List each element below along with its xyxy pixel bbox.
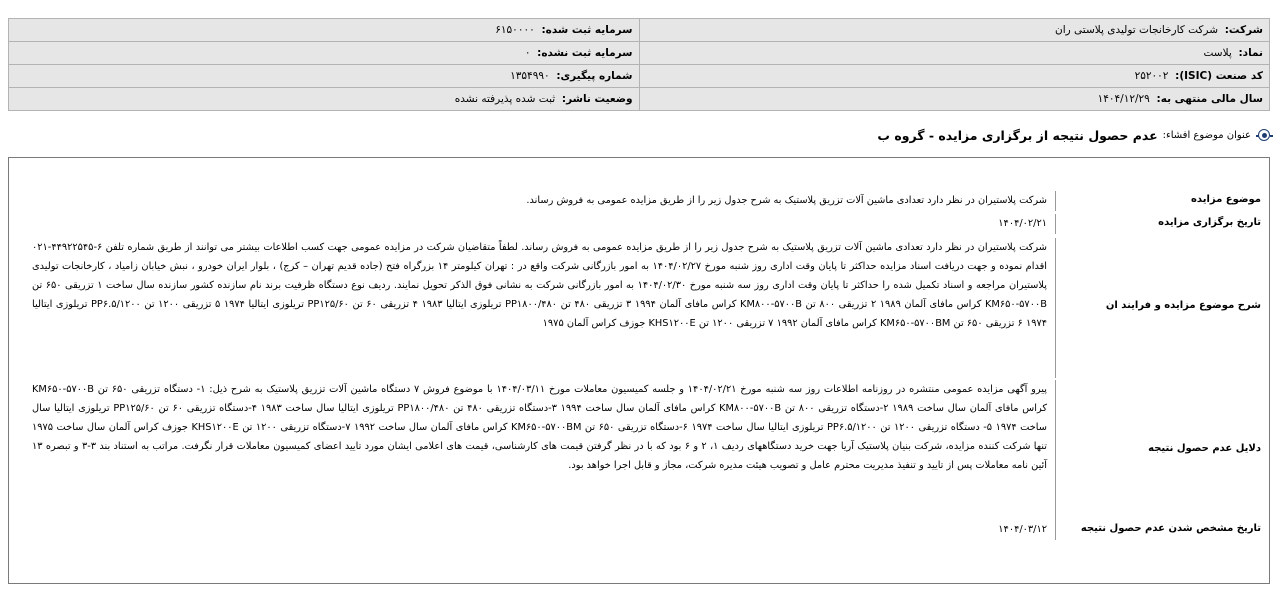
info-row — [9, 65, 1270, 88]
reasons-row — [19, 380, 1269, 520]
column-divider — [1055, 380, 1056, 520]
fiscal-year-value: ۱۴۰۴/۱۲/۲۹ — [1097, 93, 1150, 105]
radio-bullet-icon — [1256, 127, 1272, 143]
company-info-table — [8, 18, 1270, 111]
info-row — [9, 19, 1270, 42]
reasons-value: پیرو آگهی مزایده عمومی منتشره در روزنامه اطلاعات روز سه شنبه مورخ ۱۴۰۴/۰۲/۲۱ و جلسه کمیسیون معاملات مورخ ۱۴۰۴/۰۳/۱۱ با موضوع فروش ۷ دستگاه ماشین آلات تزریق پلاستیک به شرح ذیل: ۱- دستگاه تزریقی ۶۵۰ تن KM۶۵۰-۵۷۰۰B کراس مافای آلمان سال ساخت ۱۹۸۹ ۲-دستگاه تزریقی ۸۰۰ تن KM۸۰۰-۵۷۰۰B کراس مافای آلمان سال ساخت ۱۹۹۴ ۳-دستگاه تزریقی ۴۸۰ تن PP۱۸۰۰/۴۸۰ تریلوزی ایتالیا سال ساخت ۱۹۸۳ ۴-دستگاه تزریقی ۶۰ تن PP۱۲۵/۶۰ تریلوزی ایتالیا سال ساخت ۱۹۷۴ ۵- دستگاه تزریقی ۱۲۰۰ تن PP۶.۵/۱۲۰۰ تریلوزی ایتالیا سال ساخت ۱۹۷۴ ۶-دستگاه تزریقی ۶۵۰ تن KM۶۵۰-۵۷۰۰BM کراس مافای آلمان سال ساخت ۱۹۹۲ ۷-دستگاه تزریقی ۱۲۰۰ تن KHS۱۲۰۰E جوزف کراس آلمان سال ساخت ۱۹۷۵ تنها شرکت کننده مزایده، شرکت بنیان پلاستیک آریا جهت خرید دستگاههای ردیف ۱، ۲ و ۶ بود که با در نظر گرفتن قیمت های کارشناسی، قیمت های اعلامی ایشان مورد تایید اعضای کمیسیون معاملات قرار نگرفت. مراتب به استناد بند ۳-۳ و تبصره ۱۳ آئین نامه معاملات پس از تایید و تنفیذ مدیریت محترم عامل و تصویب هیئت مدیره شرکت، مجاز و قابل اجرا خواهد بود. — [32, 384, 1048, 471]
tracking-number-label: شماره پیگیری: — [556, 70, 633, 82]
isic-value: ۲۵۲۰۰۲ — [1134, 70, 1169, 82]
tracking-number-cell — [9, 65, 640, 88]
result-date-value: ۱۴۰۴/۰۳/۱۲ — [998, 524, 1047, 535]
publisher-status-label: وضعیت ناشر: — [561, 93, 633, 105]
subject-prefix: عنوان موضوع افشاء: — [1162, 129, 1251, 141]
auction-date-row — [19, 214, 1269, 234]
column-divider — [1055, 214, 1056, 234]
symbol-label: نماد: — [1238, 47, 1263, 59]
result-date-row — [19, 520, 1269, 540]
auction-date-label: تاریخ برگزاری مزایده — [1158, 217, 1261, 228]
process-value: شرکت پلاستیران در نظر دارد تعدادی ماشین آلات تزریق پلاستیک به شرح جدول زیر را از طریق مزایده عمومی به فروش رساند. لطفاً متقاضیان شرکت در مزایده عمومی جهت کسب اطلاعات بیشتر می توانند از طریق شماره تلفن ۶-۴۴۹۲۲۵۴۵-۰۲۱ اقدام نموده و جهت دریافت اسناد مزایده حداکثر تا پایان وقت اداری روز شنبه مورخ ۱۴۰۴/۰۲/۲۷ به امور بازرگانی شرکت واقع در : تهران کیلومتر ۱۴ بزرگراه فتح (جاده قدیم تهران – کرج) ، بلوار ایران خودرو ، نبش خیابان زامیاد ، کارخانجات تولیدی پلاستیران مراجعه و اسناد تکمیل شده را حداکثر تا پایان وقت اداری روز سه شنبه مورخ ۱۴۰۴/۰۲/۳۰ به امور بازرگانی شرکت به نشانی فوق الذکر تحویل نمایند. ردیف نوع دستگاه ظرفیت برند نام سازنده کشور سازنده سال ساخت ۱ تزریقی ۶۵۰ تن KM۶۵۰-۵۷۰۰B کراس مافای آلمان ۱۹۸۹ ۲ تزریقی ۸۰۰ تن KM۸۰۰-۵۷۰۰B کراس مافای آلمان ۱۹۹۴ ۳ تزریقی ۴۸۰ تن PP۱۸۰۰/۴۸۰ تریلوزی ایتالیا ۱۹۸۳ ۴ تزریقی ۶۰ تن PP۱۲۵/۶۰ تریلوزی ایتالیا ۱۹۷۴ ۵ تزریقی ۱۲۰۰ تن PP۶.۵/۱۲۰۰ تریلوزی ایتالیا ۱۹۷۴ ۶ تزریقی ۶۵۰ تن KM۶۵۰-۵۷۰۰BM کراس مافای آلمان ۱۹۹۲ ۷ تزریقی ۱۲۰۰ تن KHS۱۲۰۰E جوزف کراس آلمان ۱۹۷۵ — [32, 242, 1047, 329]
registered-capital-cell — [9, 19, 640, 42]
auction-date-value: ۱۴۰۴/۰۲/۲۱ — [998, 218, 1047, 229]
reasons-label: دلایل عدم حصول نتیجه — [1148, 443, 1261, 454]
unregistered-capital-cell — [9, 42, 640, 65]
fiscal-year-label: سال مالی منتهی به: — [1156, 93, 1263, 105]
column-divider — [1055, 238, 1056, 378]
topic-label: موضوع مزایده — [1191, 194, 1261, 205]
disclosure-subject — [877, 127, 1272, 143]
fiscal-year-cell — [639, 88, 1270, 111]
unregistered-capital-value: ۰ — [524, 47, 531, 59]
publisher-status-value: ثبت شده پذیرفته نشده — [454, 93, 556, 105]
subject-title: عدم حصول نتیجه از برگزاری مزایده - گروه ب — [877, 127, 1158, 143]
unregistered-capital-label: سرمایه ثبت نشده: — [537, 47, 633, 59]
process-row — [19, 238, 1269, 378]
company-cell — [639, 19, 1270, 42]
process-label: شرح موضوع مزایده و فرایند ان — [1105, 300, 1261, 311]
registered-capital-value: ۶۱۵۰۰۰۰ — [495, 24, 535, 36]
tracking-number-value: ۱۳۵۴۹۹۰ — [510, 70, 550, 82]
registered-capital-label: سرمایه ثبت شده: — [541, 24, 633, 36]
column-divider — [1055, 191, 1056, 211]
company-label: شرکت: — [1224, 24, 1263, 36]
info-row — [9, 42, 1270, 65]
column-divider — [1055, 520, 1056, 540]
topic-row — [19, 191, 1269, 211]
publisher-status-cell — [9, 88, 640, 111]
isic-cell — [639, 65, 1270, 88]
announcement-box — [8, 157, 1270, 584]
topic-value: شرکت پلاستیران در نظر دارد تعدادی ماشین آلات تزریق پلاستیک به شرح جدول زیر را از طریق مزایده عمومی به فروش رساند. — [526, 195, 1047, 206]
company-value: شرکت کارخانجات تولیدی پلاستی ران — [1054, 24, 1219, 36]
symbol-value: پلاست — [1203, 47, 1232, 59]
info-row — [9, 88, 1270, 111]
result-date-label: تاریخ مشخص شدن عدم حصول نتیجه — [1080, 523, 1261, 534]
isic-label: کد صنعت (ISIC): — [1175, 70, 1263, 82]
symbol-cell — [639, 42, 1270, 65]
